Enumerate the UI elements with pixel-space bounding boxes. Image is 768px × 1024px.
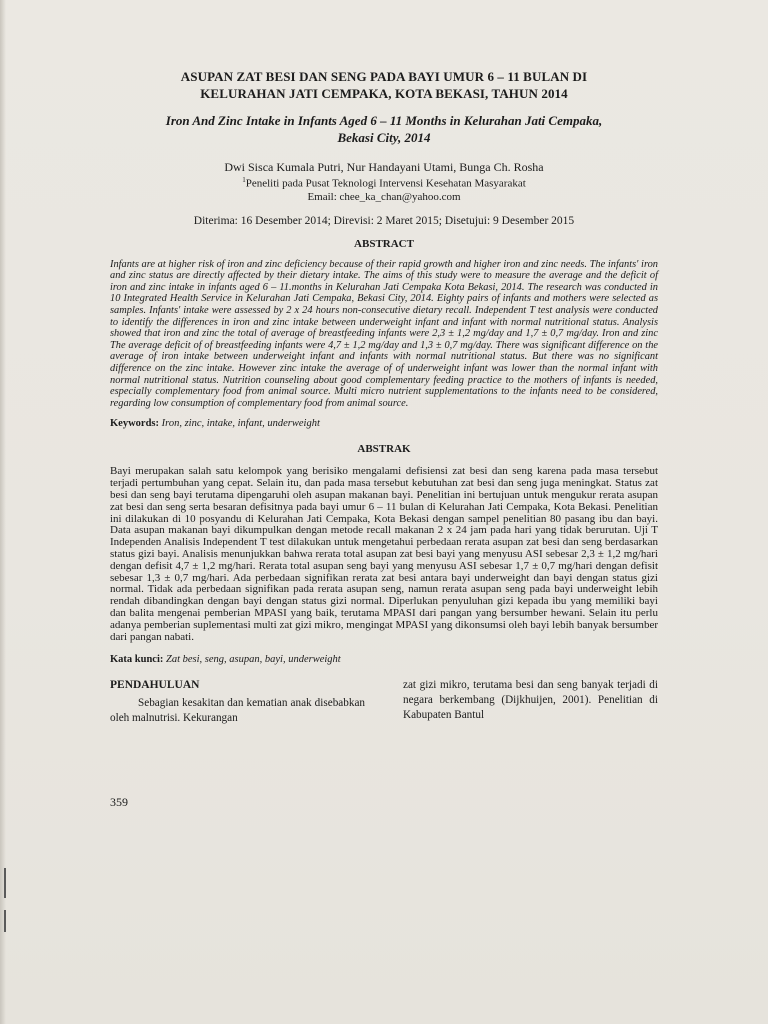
scan-edge-mark	[4, 910, 6, 932]
title-id-line1: ASUPAN ZAT BESI DAN SENG PADA BAYI UMUR 6 – 11 BULAN DI	[180, 69, 588, 84]
affiliation-marker: 1	[242, 176, 246, 184]
title-en-line2: Bekasi City, 2014	[337, 130, 431, 145]
authors: Dwi Sisca Kumala Putri, Nur Handayani Utami, Bunga Ch. Rosha	[224, 160, 544, 174]
abstrak-heading: ABSTRAK	[357, 443, 411, 456]
article-content	[110, 68, 658, 726]
kata-kunci-text: Zat besi, seng, asupan, bayi, underweight	[166, 654, 341, 666]
kata-kunci-label: Kata kunci:	[110, 654, 164, 666]
email: Email: chee_ka_chan@yahoo.com	[307, 190, 461, 203]
abstract-indonesian: Bayi merupakan salah satu kelompok yang berisiko mengalami defisiensi zat besi dan seng karena pada masa tersebut terjadi pertumbuhan yang cepat. Selain itu, dan pada masa tersebut kebutuhan zat besi dan seng juga meningkat. Status zat besi dan seng bayi terutama dipengaruhi oleh asupan makanan bayi. Penelitian ini bertujuan untuk mengukur rerata asupan zat besi dan seng serta besaran defisitnya pada bayi umur 6 – 11 bulan di Kelurahan Jati Cempaka, Kota Bekasi. Penelitian ini dilakukan di 10 posyandu di Kelurahan Jati Cempaka, Kota Bekasi dengan sampel penelitian 80 pasang ibu dan bayi. Data asupan makanan bayi dikumpulkan dengan metode recall makanan 2 x 24 jam pada hari yang tidak berurutan. Uji T Independen Analisis Independent T test dilakukan untuk mengetahui perbedaan rerata asupan zat besi dan seng berdasarkan status gizi bayi. Analisis menunjukkan bahwa rerata total asupan zat besi bayi yang menyusu ASI sebesar 2,3 ± 1,2 mg/hari dengan defisit 4,7 ± 1,2 mg/hari. Rerata total asupan seng bayi yang menyusu ASI sebesar 1,7 ± 0,7 mg/hari dengan defisit sebesar 1,3 ± 0,7 mg/hari. Ada perbedaan signifikan rerata zat besi antara bayi underweight dan bayi dengan status gizi normal. Tidak ada perbedaan signifikan pada rerata asupan seng, namun rerata asupan seng pada bayi underweight lebih rendah dibandingkan dengan bayi dengan status gizi normal. Diperlukan penyuluhan gizi kepada ibu yang memiliki bayi dan balita mengenai pemberian MPASI yang baik, terutama MPASI dari pangan yang bersumber hewani. Selain itu perlu adanya pemberian suplementasi multi zat gizi mikro, mengingat MPASI yang dikonsumsi oleh bayi lebih banyak bersumber dari pangan nabati.	[110, 465, 658, 643]
title-indonesian	[110, 68, 658, 102]
keywords	[110, 417, 658, 430]
body-paragraph: Sebagian kesakitan dan kematian anak disebabkan oleh malnutrisi. Kekurangan	[110, 697, 365, 725]
abstract-english: Infants are at higher risk of iron and zinc deficiency because of their rapid growth and higher iron and zinc needs. The infants' iron and zinc status are directly affected by their dietary intake. The aims of this study were to measure the average and the deficit of iron and zinc intake in infants aged 6 – 11.months in Kelurahan Jati Cempaka Kota Bekasi, 2014. The research was conducted in 10 Integrated Health Service in Kelurahan Jati Cempaka, Bekasi City, 2014. Eighty pairs of infants and mothers were selected as samples. Infants' intake were assessed by 2 x 24 hours non-consecutive dietary recall. Independent T test analysis were conducted to identify the differences in iron and zinc intake between underweight infant and infant with normal nutritional status. Analysis showed that iron and zinc the total of average of breastfeeding infants were 2,3 ± 1,2 mg/day and 1,7 ± 0,7 mg/day. Iron and zinc The average deficit of of breastfeeding infants were 4,7 ± 1,2 mg/day and 1,3 ± 0,7 mg/day. There was significant difference on the average of iron intake between underweight infant and infants with normal nutritional status. But there was no significant difference on the zinc intake. However zinc intake the average of of underweight infant was lower than the normal infant with normal nutritional status. Nutrition counseling about good complementary feeding practice to the mothers of infants is needed, especially complementary food from animal source. Multi micro nutrient supplementations to the infants need to be considered, regarding low consumption of complementary food from animal source.	[110, 258, 658, 409]
body-column-left	[110, 678, 365, 726]
abstract-heading: ABSTRACT	[354, 237, 414, 250]
title-id-line2: KELURAHAN JATI CEMPAKA, KOTA BEKASI, TAHUN 2014	[200, 86, 568, 101]
title-english	[110, 112, 658, 146]
page-number: 359	[110, 795, 128, 809]
submission-dates: Diterima: 16 Desember 2014; Direvisi: 2 Maret 2015; Disetujui: 9 Desember 2015	[193, 214, 575, 227]
body-paragraph-continued: zat gizi mikro, terutama besi dan seng banyak terjadi di negara berkembang (Dijkhuijen, 2001). Penelitian di Kabupaten Bantul	[403, 679, 658, 722]
keywords-text: Iron, zinc, intake, infant, underweight	[161, 418, 320, 430]
scan-edge-mark	[4, 868, 6, 898]
section-heading: PENDAHULUAN	[110, 679, 200, 692]
kata-kunci	[110, 653, 658, 666]
body-column-right	[403, 678, 658, 726]
affiliation	[110, 174, 658, 191]
body-columns	[110, 678, 658, 726]
affiliation-text: Peneliti pada Pusat Teknologi Intervensi Kesehatan Masyarakat	[245, 177, 526, 190]
title-en-line1: Iron And Zinc Intake in Infants Aged 6 – 11 Months in Kelurahan Jati Cempaka,	[165, 113, 603, 128]
keywords-label: Keywords:	[110, 418, 159, 430]
